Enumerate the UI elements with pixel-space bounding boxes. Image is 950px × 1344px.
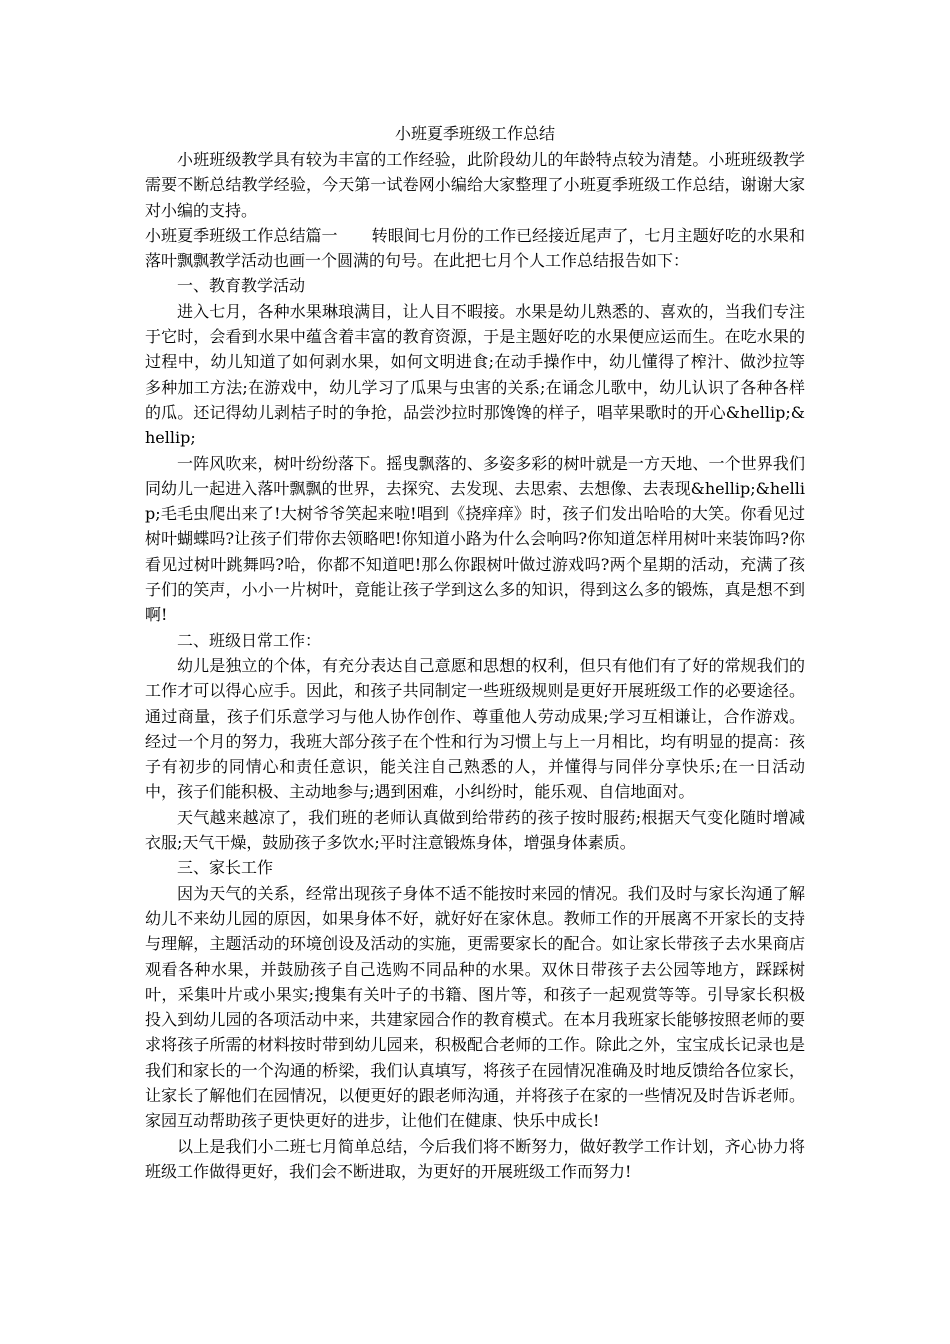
part-one-paragraph	[145, 223, 805, 274]
paragraph-routine: 幼儿是独立的个体，有充分表达自己意愿和思想的权利，但只有他们有了好的常规我们的工作才可以得心应手。因此，和孩子共同制定一些班级规则是更好开展班级工作的必要途径。通过商量，孩子们乐意学习与他人协作创作、尊重他人劳动成果;学习互相谦让，合作游戏。经过一个月的努力，我班大部分孩子在个性和行为习惯上与上一月相比，均有明显的提高：孩子有初步的同情心和责任意识，能关注自己熟悉的人，并懂得与同伴分享快乐;在一日活动中，孩子们能积极、主动地参与;遇到困难，小纠纷时，能乐观、自信地面对。	[145, 655, 805, 802]
part-label: 小班夏季班级工作总结篇一	[145, 225, 338, 245]
paragraph-fruit: 进入七月，各种水果琳琅满目，让人目不暇接。水果是幼儿熟悉的、喜欢的，当我们专注于它时，会看到水果中蕴含着丰富的教育资源，于是主题好吃的水果便应运而生。在吃水果的过程中，幼儿知道了如何剥水果，如何文明进食;在动手操作中，幼儿懂得了榨汁、做沙拉等多种加工方法;在游戏中，幼儿学习了瓜果与虫害的关系;在诵念儿歌中，幼儿认识了各种各样的瓜。还记得幼儿剥桔子时的争抢，品尝沙拉时那馋馋的样子，唱苹果歌时的开心&hellip;&hellip;	[145, 301, 805, 448]
section-heading-parents: 三、家长工作	[177, 858, 274, 878]
section-heading-daily-work: 二、班级日常工作：	[177, 630, 322, 650]
intro-paragraph: 小班班级教学具有较为丰富的工作经验，此阶段幼儿的年龄特点较为清楚。小班班级教学需要不断总结教学经验，今天第一试卷网小编给大家整理了小班夏季班级工作总结，谢谢大家对小编的支持。	[145, 150, 805, 220]
document-page	[145, 121, 805, 1184]
paragraph-weather: 天气越来越凉了，我们班的老师认真做到给带药的孩子按时服药;根据天气变化随时增减衣服;天气干燥，鼓励孩子多饮水;平时注意锻炼身体，增强身体素质。	[145, 807, 805, 853]
document-title: 小班夏季班级工作总结	[394, 124, 555, 143]
paragraph-leaves: 一阵风吹来，树叶纷纷落下。摇曳飘落的、多姿多彩的树叶就是一方天地、一个世界我们同幼儿一起进入落叶飘飘的世界，去探究、去发现、去思索、去想像、去表现&hellip;&hellip;毛毛虫爬出来了!大树爷爷笑起来啦!唱到《挠痒痒》时，孩子们发出哈哈的大笑。你看见过树叶蝴蝶吗?让孩子们带你去领略吧!你知道小路为什么会响吗?你知道怎样用树叶来装饰吗?你看见过树叶跳舞吗?哈，你都不知道吧!那么你跟树叶做过游戏吗?两个星期的活动，充满了孩子们的笑声，小小一片树叶，竟能让孩子学到这么多的知识，得到这么多的锻炼，真是想不到啊!	[145, 453, 805, 625]
section-heading-teaching: 一、教育教学活动	[177, 276, 306, 296]
part-text: 转眼间七月份的工作已经接近尾声了，七月主题好吃的水果和落叶飘飘教学活动也画一个圆满的句号。在此把七月个人工作总结报告如下：	[145, 225, 805, 271]
paragraph-parents: 因为天气的关系，经常出现孩子身体不适不能按时来园的情况。我们及时与家长沟通了解幼儿不来幼儿园的原因，如果身体不好，就好好在家休息。教师工作的开展离不开家长的支持与理解，主题活动的环境创设及活动的实施，更需要家长的配合。如让家长带孩子去水果商店观看各种水果，并鼓励孩子自己选购不同品种的水果。双休日带孩子去公园等地方，踩踩树叶，采集叶片或小果实;搜集有关叶子的书籍、图片等，和孩子一起观赏等等。引导家长积极投入到幼儿园的各项活动中来，共建家园合作的教育模式。在本月我班家长能够按照老师的要求将孩子所需的材料按时带到幼儿园来，积极配合老师的工作。除此之外，宝宝成长记录也是我们和家长的一个沟通的桥梁，我们认真填写，将孩子在园情况准确及时地反馈给各位家长，让家长了解他们在园情况，以便更好的跟老师沟通，并将孩子在家的一些情况及时告诉老师。家园互动帮助孩子更快更好的进步，让他们在健康、快乐中成长!	[145, 883, 805, 1131]
paragraph-conclusion: 以上是我们小二班七月简单总结，今后我们将不断努力，做好教学工作计划，齐心协力将班级工作做得更好，我们会不断进取，为更好的开展班级工作而努力!	[145, 1136, 805, 1181]
